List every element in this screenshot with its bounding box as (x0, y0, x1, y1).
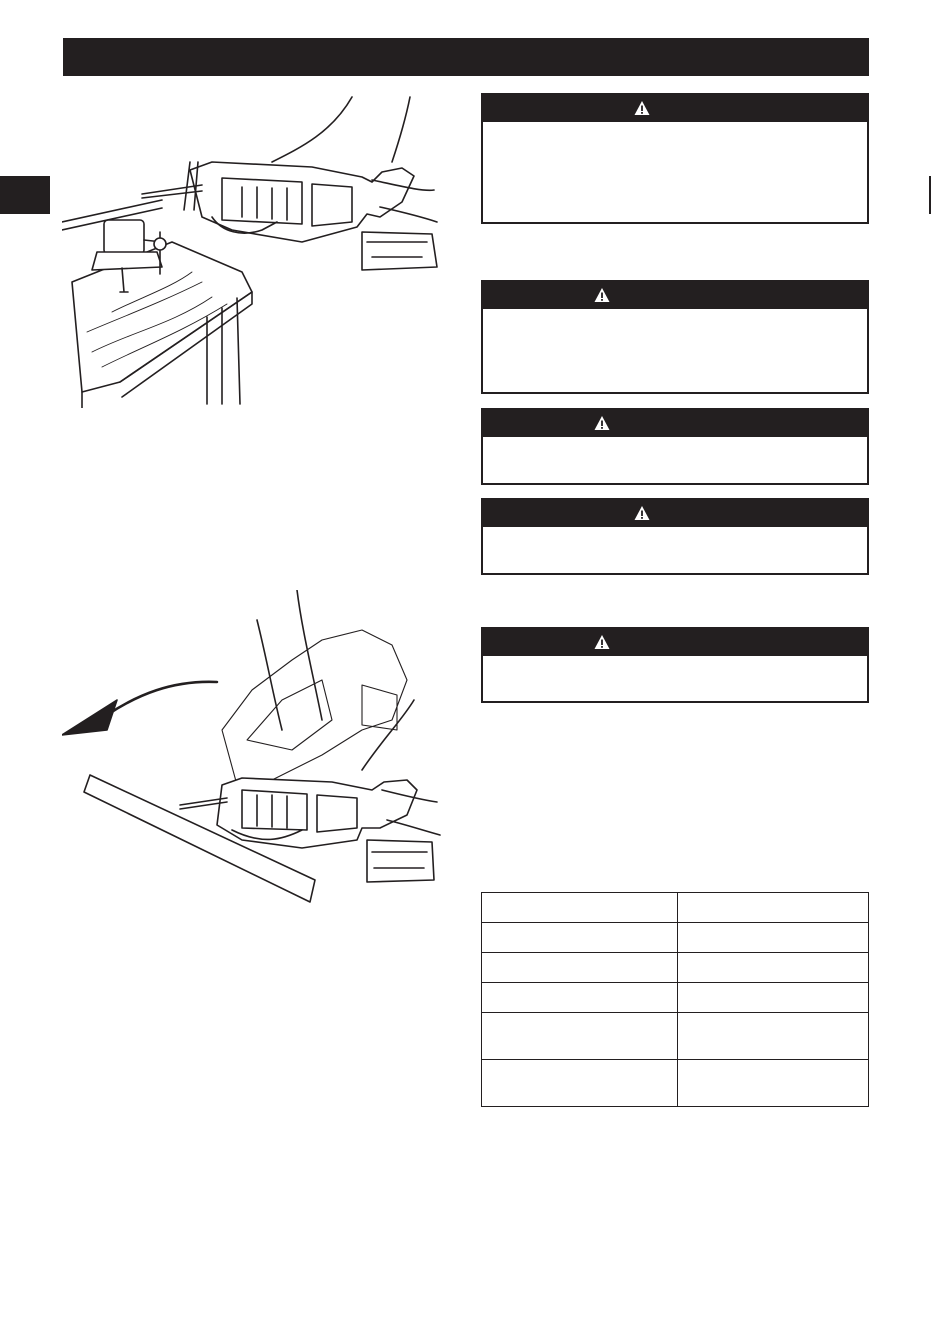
table-row (482, 923, 869, 953)
table-row (482, 953, 869, 983)
warning-box-5 (481, 627, 869, 703)
warning-triangle-icon (634, 505, 650, 521)
reciprocating-saw-in-vise-illustration (62, 92, 450, 408)
table-cell (678, 953, 869, 983)
header-bar (63, 38, 869, 76)
warning-triangle-icon (634, 100, 650, 116)
table-cell (678, 1013, 869, 1060)
warning-triangle-icon (594, 287, 610, 303)
warning-box-3 (481, 408, 869, 485)
table-cell (678, 1060, 869, 1107)
edge-marker (929, 176, 931, 214)
table-cell (482, 893, 678, 923)
warning-triangle-icon (594, 634, 610, 650)
specification-table (481, 892, 869, 1107)
table-cell (482, 983, 678, 1013)
table-cell (678, 923, 869, 953)
warning-header (483, 282, 867, 309)
table-cell (482, 1013, 678, 1060)
table-cell (482, 1060, 678, 1107)
table-row (482, 893, 869, 923)
warning-box-1 (481, 93, 869, 224)
warning-header (483, 500, 867, 527)
table-cell (678, 893, 869, 923)
warning-box-2 (481, 280, 869, 394)
warning-header (483, 629, 867, 656)
table-row (482, 983, 869, 1013)
table-row (482, 1060, 869, 1107)
warning-header (483, 95, 867, 122)
warning-box-4 (481, 498, 869, 575)
table-row (482, 1013, 869, 1060)
table-cell (482, 923, 678, 953)
reciprocating-saw-pivot-cut-illustration (62, 590, 450, 906)
side-language-tab (0, 176, 50, 214)
table-cell (482, 953, 678, 983)
warning-triangle-icon (594, 415, 610, 431)
table-cell (678, 983, 869, 1013)
warning-header (483, 410, 867, 437)
